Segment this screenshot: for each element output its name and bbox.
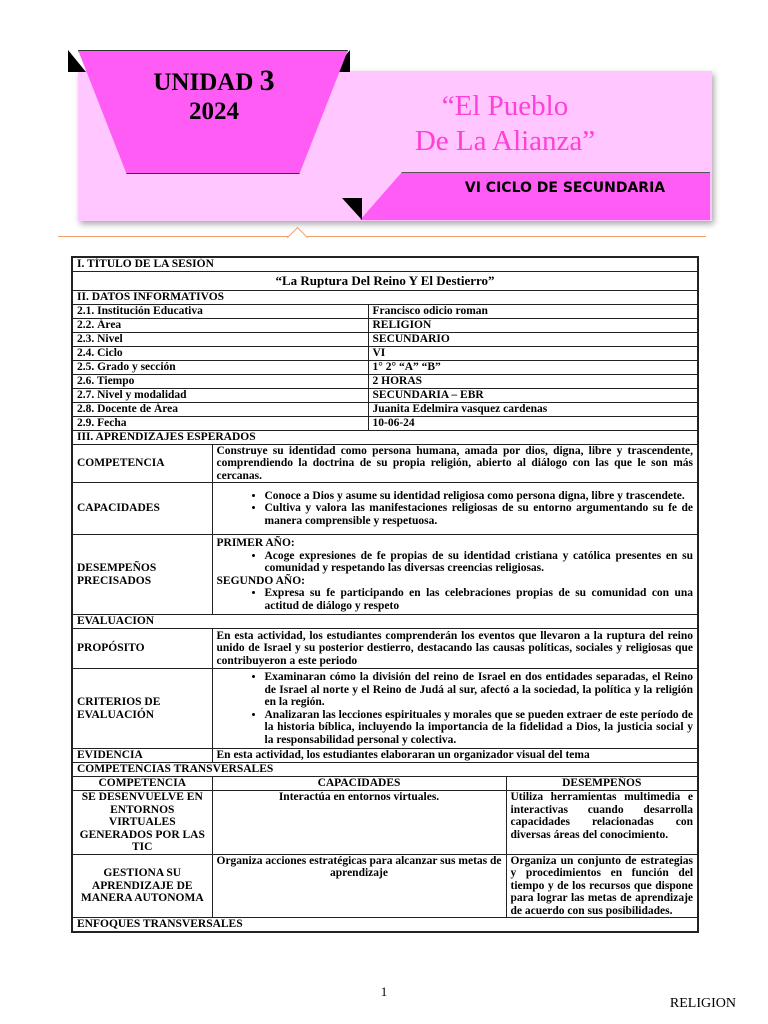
- evidencia-text: En esta actividad, los estudiantes elaboraran un organizador visual del tema: [212, 749, 698, 763]
- unit-number: 3: [259, 64, 275, 97]
- unit-title-line2: De La Alianza”: [414, 125, 596, 157]
- corner-triangle-decoration: [342, 198, 362, 220]
- criterios-label: CRITERIOS DE EVALUACIÓN: [72, 669, 212, 749]
- datos-row: 2.9. Fecha 10-06-24: [72, 416, 698, 430]
- datos-row: 2.7. Nivel y modalidad SECUNDARIA – EBR: [72, 388, 698, 402]
- ct-header-desempenos: DESEMPEÑOS: [506, 777, 698, 791]
- datos-row: 2.5. Grado y sección 1° 2° “A” “B”: [72, 360, 698, 374]
- datos-row: 2.4. Ciclo VI: [72, 346, 698, 360]
- section-competencias-transversales: COMPETENCIAS TRANSVERSALES: [72, 763, 698, 777]
- desempenos-label: DESEMPEÑOS PRECISADOS: [72, 535, 212, 615]
- page-number: 1: [380, 984, 388, 999]
- section-enfoques: ENFOQUES TRANSVERSALES: [72, 918, 698, 932]
- footer-course: RELIGION: [669, 996, 736, 1011]
- unit-title-line1: “El Pueblo: [441, 90, 569, 122]
- primer-ano-label: PRIMER AÑO:: [216, 537, 295, 549]
- session-table: [71, 256, 699, 933]
- ct-row: GESTIONA SU APRENDIZAJE DE MANERA AUTONOMA Organiza acciones estratégicas para alcanzar sus metas de aprendizaje Organiza un conjunto de estrategias y procedimientos en función del tiempo y de los recursos que dispone para lograr las metas de aprendizaje de acuerdo con sus posibilidades.: [72, 854, 698, 918]
- unit-label: UNIDAD 3: [153, 64, 275, 97]
- criterio-item: • Examinaran cómo la división del reino de Israel en dos entidades separadas, el Reino de Israel al norte y el Reino de Judá al sur, afectó a la sociedad, la política y la religión en la región.: [265, 671, 694, 709]
- datos-row: 2.2. Área RELIGION: [72, 318, 698, 332]
- datos-row: 2.6. Tiempo 2 HORAS: [72, 374, 698, 388]
- divider-notch: [287, 227, 308, 248]
- capacidad-item: • Conoce a Dios y asume su identidad religiosa como persona digna, libre y trascendete.: [265, 490, 694, 503]
- datos-row: 2.3. Nivel SECUNDARIO: [72, 332, 698, 346]
- ct-row: SE DESENVUELVE EN ENTORNOS VIRTUALES GENERADOS POR LAS TIC Interactúa en entornos virtuales. Utiliza herramientas multimedia e interactivas cuando desarrolla capacidades relacionadas con diversas áreas del conocimiento.: [72, 791, 698, 855]
- criterios-list: [212, 669, 698, 749]
- proposito-label: PROPÓSITO: [72, 629, 212, 669]
- session-title: “La Ruptura Del Reino Y El Destierro”: [72, 271, 698, 290]
- datos-row: 2.8. Docente de Área Juanita Edelmira vasquez cardenas: [72, 402, 698, 416]
- section-datos: II. DATOS INFORMATIVOS: [72, 290, 698, 304]
- criterio-item: • Analizaran las lecciones espirituales y morales que se pueden extraer de este período de la historia bíblica, incluyendo la importancia de la fidelidad a Dios, la justicia social y la responsabilidad personal y colectiva.: [265, 709, 694, 747]
- capacidades-label: CAPACIDADES: [72, 483, 212, 535]
- desempenos-cell: [212, 535, 698, 615]
- desempeno-item: • Expresa su fe participando en las celebraciones propias de su comunidad con una actitud de diálogo y respeto: [265, 587, 694, 612]
- divider-line: [58, 236, 706, 237]
- ct-header-capacidades: CAPACIDADES: [212, 777, 506, 791]
- capacidades-list: [212, 483, 698, 535]
- section-aprendizajes: III. APRENDIZAJES ESPERADOS: [72, 430, 698, 444]
- datos-row: 2.1. Institución Educativa Francisco odicio roman: [72, 304, 698, 318]
- section-title-label: I. TÍTULO DE LA SESIÓN: [72, 257, 698, 271]
- competencia-label: COMPETENCIA: [72, 444, 212, 483]
- ciclo-label: VI CICLO DE SECUNDARIA: [464, 180, 666, 196]
- proposito-text: En esta actividad, los estudiantes comprenderán los eventos que llevaron a la ruptura del reino unido de Israel y su posterior destierro, destacando las causas políticas, sociales y religiosas que contribuyeron a este periodo: [212, 629, 698, 669]
- ct-header-competencia: COMPETENCIA: [72, 777, 212, 791]
- desempeno-item: • Acoge expresiones de fe propias de su identidad cristiana y católica presentes en su comunidad y respetando las diversas creencias religiosas.: [265, 550, 694, 575]
- evidencia-label: EVIDENCIA: [72, 749, 212, 763]
- section-evaluacion: EVALUACION: [72, 615, 698, 629]
- segundo-ano-label: SEGUNDO AÑO:: [216, 574, 305, 587]
- unit-year: 2024: [189, 98, 239, 125]
- capacidad-item: • Cultiva y valora las manifestaciones religiosas de su entorno argumentando su fe de manera comprensible y respetuosa.: [265, 502, 694, 527]
- competencia-text: Construye su identidad como persona humana, amada por dios, digna, libre y trascendente, comprendiendo la doctrina de su propia religión, abierto al diálogo con las que le son más cercanas.: [212, 444, 698, 483]
